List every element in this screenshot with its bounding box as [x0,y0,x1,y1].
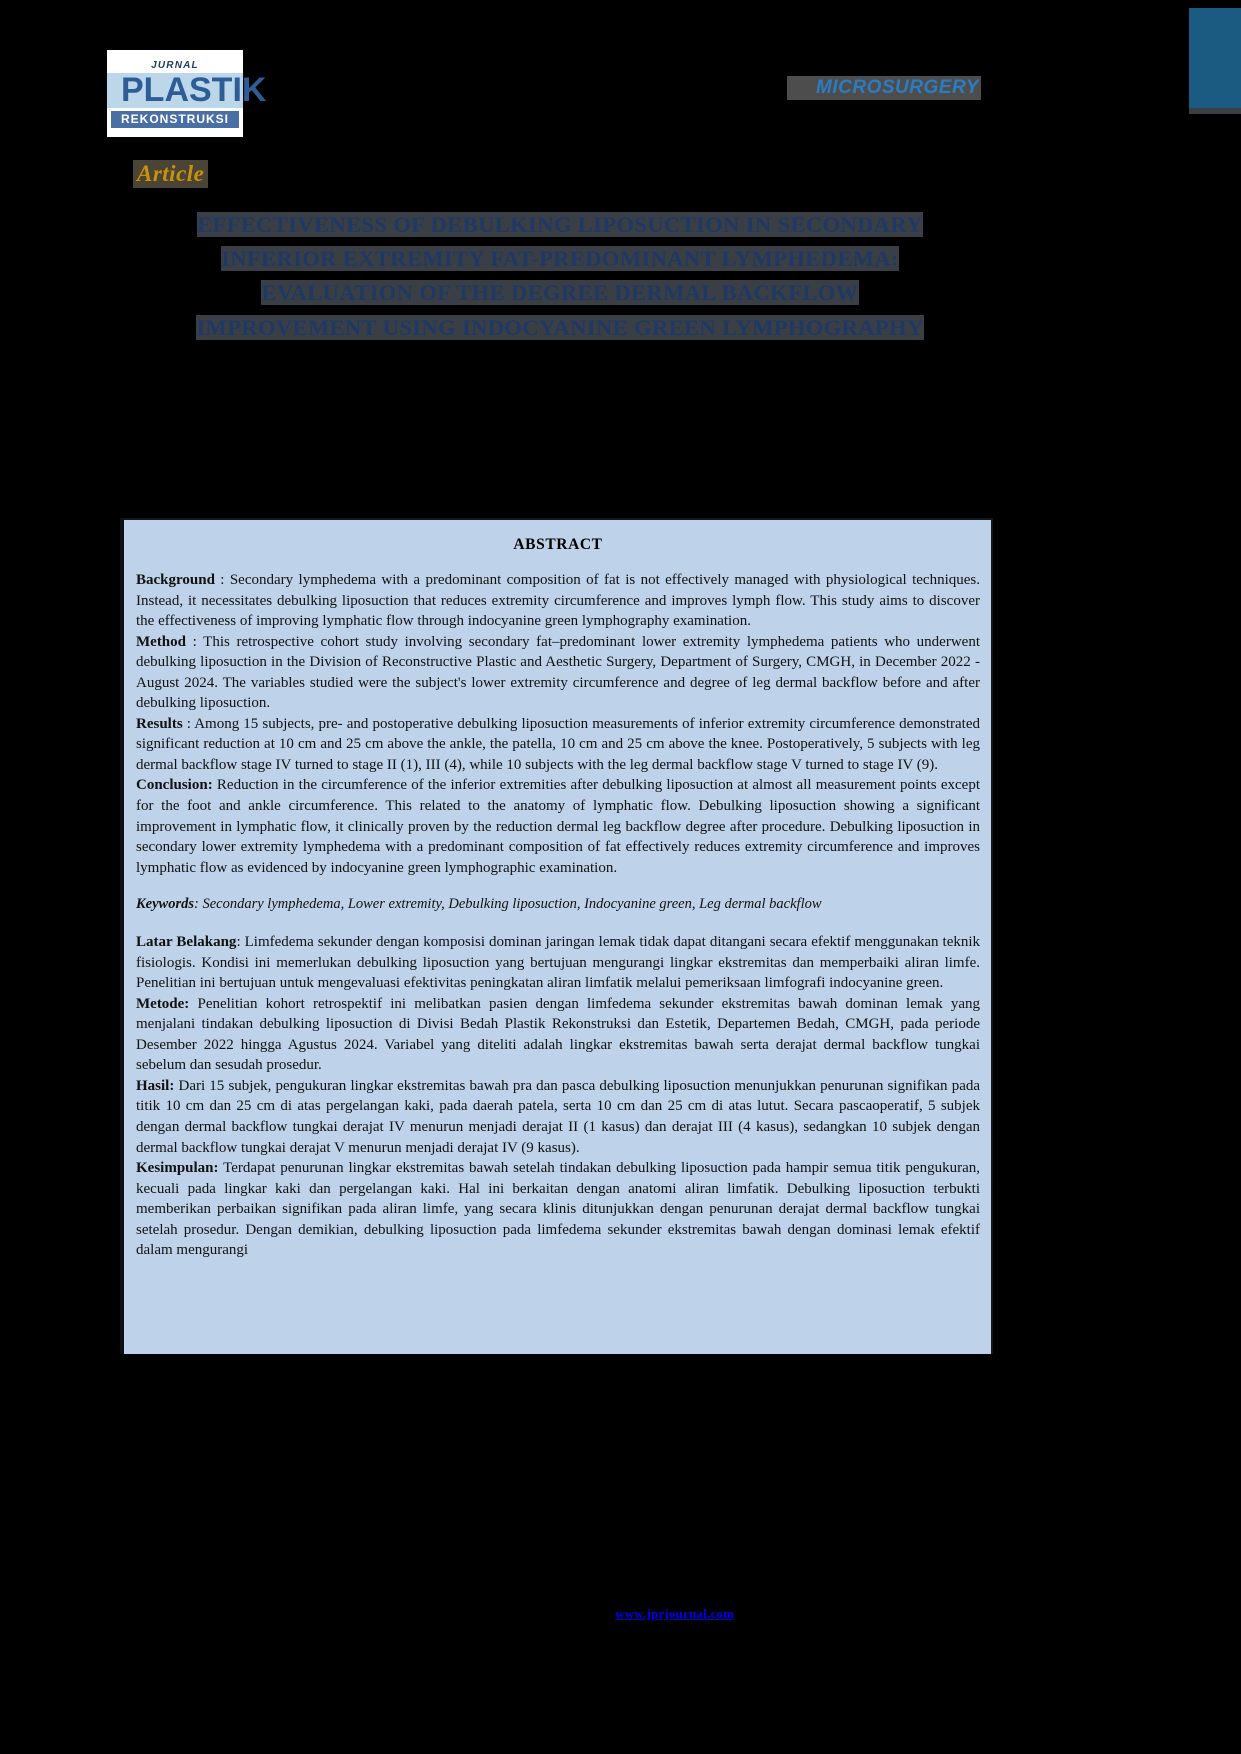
title-line-2: INFERIOR EXTREMITY FAT-PREDOMINANT LYMPHEDEMA: [221,246,899,272]
title-line-3: EVALUATION OF THE DEGREE DERMAL BACKFLOW [261,280,859,306]
keywords-text: Secondary lymphedema, Lower extremity, Debulking liposuction, Indocyanine green, Leg dermal backflow [202,896,822,913]
abstract-label-conclusion: Conclusion: [136,777,213,794]
abstract-label-hasil: Hasil: [136,1077,175,1094]
abstract-label-latar-belakang: Latar Belakang [136,934,237,951]
abstract-text-kesimpulan: Terdapat penurunan lingkar ekstremitas bawah setelah tindakan debulking liposuction pada hampir semua titik pengukuran, kecuali pada lingkar kaki dan pergelangan kaki. Hal ini berkaitan dengan anatomi aliran limfatik. Debulking liposuction terbukti memberikan perbaikan signifikan pada aliran limfe, yang secara klinis ditunjukkan dengan penurunan derajat dermal backflow tungkai setelah prosedur. Dengan demikian, debulking liposuction pada limfedema sekunder ekstremitas bawah dengan dominasi lemak efektif dalam mengurangi [136,1160,980,1259]
abstract-section-conclusion [136,775,980,878]
abstract-text-metode: Penelitian kohort retrospektif ini melibatkan pasien dengan limfedema sekunder ekstremitas bawah dominan lemak yang menjalani tindakan debulking liposuction di Divisi Bedah Plastik Rekonstruksi dan Estetik, Departemen Bedah, CMGH, pada periode Desember 2022 hingga Agustus 2024. Variabel yang diteliti adalah lingkar ekstremitas bawah serta derajat dermal backflow tungkai sebelum dan sesudah prosedur. [136,995,981,1074]
abstract-label-metode: Metode: [136,995,190,1012]
abstract-section-background [136,570,980,632]
abstract-keywords [136,895,980,915]
logo-line-rekonstruksi: REKONSTRUKSI [111,111,239,128]
journal-logo [107,50,267,137]
abstract-text-results: Among 15 subjects, pre- and postoperative debulking liposuction measurements of inferior extremity circumference demonstrated significant reduction at 10 cm and 25 cm above the ankle, the patella, 10 cm and 25 cm above the knee. Postoperatively, 5 subjects with leg dermal backflow stage IV turned to stage II (1), III (4), while 10 subjects with the leg dermal backflow stage V turned to stage IV (9). [136,715,980,773]
abstract-heading: ABSTRACT [513,536,603,553]
abstract-sep-results: : [182,715,195,732]
section-label-microsurgery: MICROSURGERY [787,76,981,100]
abstract-section-kesimpulan [136,1158,980,1261]
abstract-indonesian-body [136,932,980,1261]
abstract-text-hasil: Dari 15 subjek, pengukuran lingkar ekstremitas bawah pra dan pasca debulking liposuction menunjukkan penurunan signifikan pada titik 10 cm dan 25 cm di atas pergelangan kaki, pada daerah patela, serta 10 cm dan 25 cm di atas lutut. Secara pascaoperatif, 5 subjek dengan dermal backflow tungkai derajat IV menurun menjadi derajat II (1 kasus) dan derajat III (4 kasus), sedangkan 10 subjek dengan dermal backflow tungkai derajat V menurun menjadi derajat IV (9 kasus). [136,1077,981,1156]
abstract-text-conclusion: Reduction in the circumference of the inferior extremities after debulking liposuction at almost all measurement points except for the foot and ankle circumference. This related to the anatomy of lymphatic flow. Debulking liposuction showing a significant improvement in lymphatic flow, it clinically proven by the reduction dermal leg backflow degree after procedure. Debulking liposuction in secondary lower extremity lymphedema with a predominant composition of fat effectively reduces extremity circumference and improves lymphatic flow as evidenced by indocyanine green lymphographic examination. [136,777,980,876]
logo-line-plastik: PLASTIK [107,73,243,109]
abstract-text-latar-belakang: Limfedema sekunder dengan komposisi dominan jaringan lemak tidak dapat ditangani secara efektif menggunakan teknik fisiologis. Kondisi ini memerlukan debulking liposuction yang bertujuan mengurangi lingkar ekstremitas dan memperbaiki aliran limfe. Penelitian ini bertujuan untuk mengevaluasi efektivitas peningkatan aliran limfatik melalui pemeriksaan limfografi indocyanine green. [136,934,981,992]
abstract-section-method [136,632,980,714]
abstract-section-metode [136,994,980,1076]
abstract-sep-background: : [214,572,230,588]
abstract-section-results [136,714,980,776]
abstract-sep-method: : [186,633,204,650]
abstract-label-method: Method [136,633,186,650]
accent-bar-decoration [1189,8,1241,108]
abstract-text-background: Secondary lymphedema with a predominant composition of fat is not effectively managed with physiological techniques. Instead, it necessitates debulking liposuction that reduces extremity circumference and improves lymph flow. This study aims to discover the effectiveness of improving lymphatic flow through indocyanine green lymphography examination. [136,572,980,630]
journal-website-link[interactable]: www.jprjournal.com [615,1606,735,1621]
abstract-label-results: Results [136,715,183,732]
abstract-text-method: This retrospective cohort study involving secondary fat–predominant lower extremity lymphedema patients who underwent debulking liposuction in the Division of Reconstructive Plastic and Aesthetic Surgery, Department of Surgery, CMGH, in December 2022 - August 2024. The variables studied were the subject's lower extremity circumference and degree of leg dermal backflow before and after debulking liposuction. [136,633,980,712]
abstract-section-latar-belakang [136,932,980,994]
article-type-tag: Article [133,160,208,188]
abstract-label-kesimpulan: Kesimpulan: [136,1160,219,1177]
abstract-panel [120,518,993,1354]
title-line-1: EFFECTIVENESS OF DEBULKING LIPOSUCTION IN SECONDARY [197,212,923,237]
page-title [120,208,1000,345]
abstract-english-body [136,570,980,878]
keywords-separator: : [194,896,203,913]
accent-bar-shadow-decoration [1189,108,1241,114]
logo-line-jurnal: JURNAL [151,59,199,71]
abstract-sep-latar-belakang: : [236,934,245,951]
keywords-label: Keywords [136,896,194,913]
title-line-4: IMPROVEMENT USING INDOCYANINE GREEN LYMPHOGRAPHY [196,314,924,340]
abstract-section-hasil [136,1076,980,1158]
abstract-label-background: Background [136,572,215,588]
